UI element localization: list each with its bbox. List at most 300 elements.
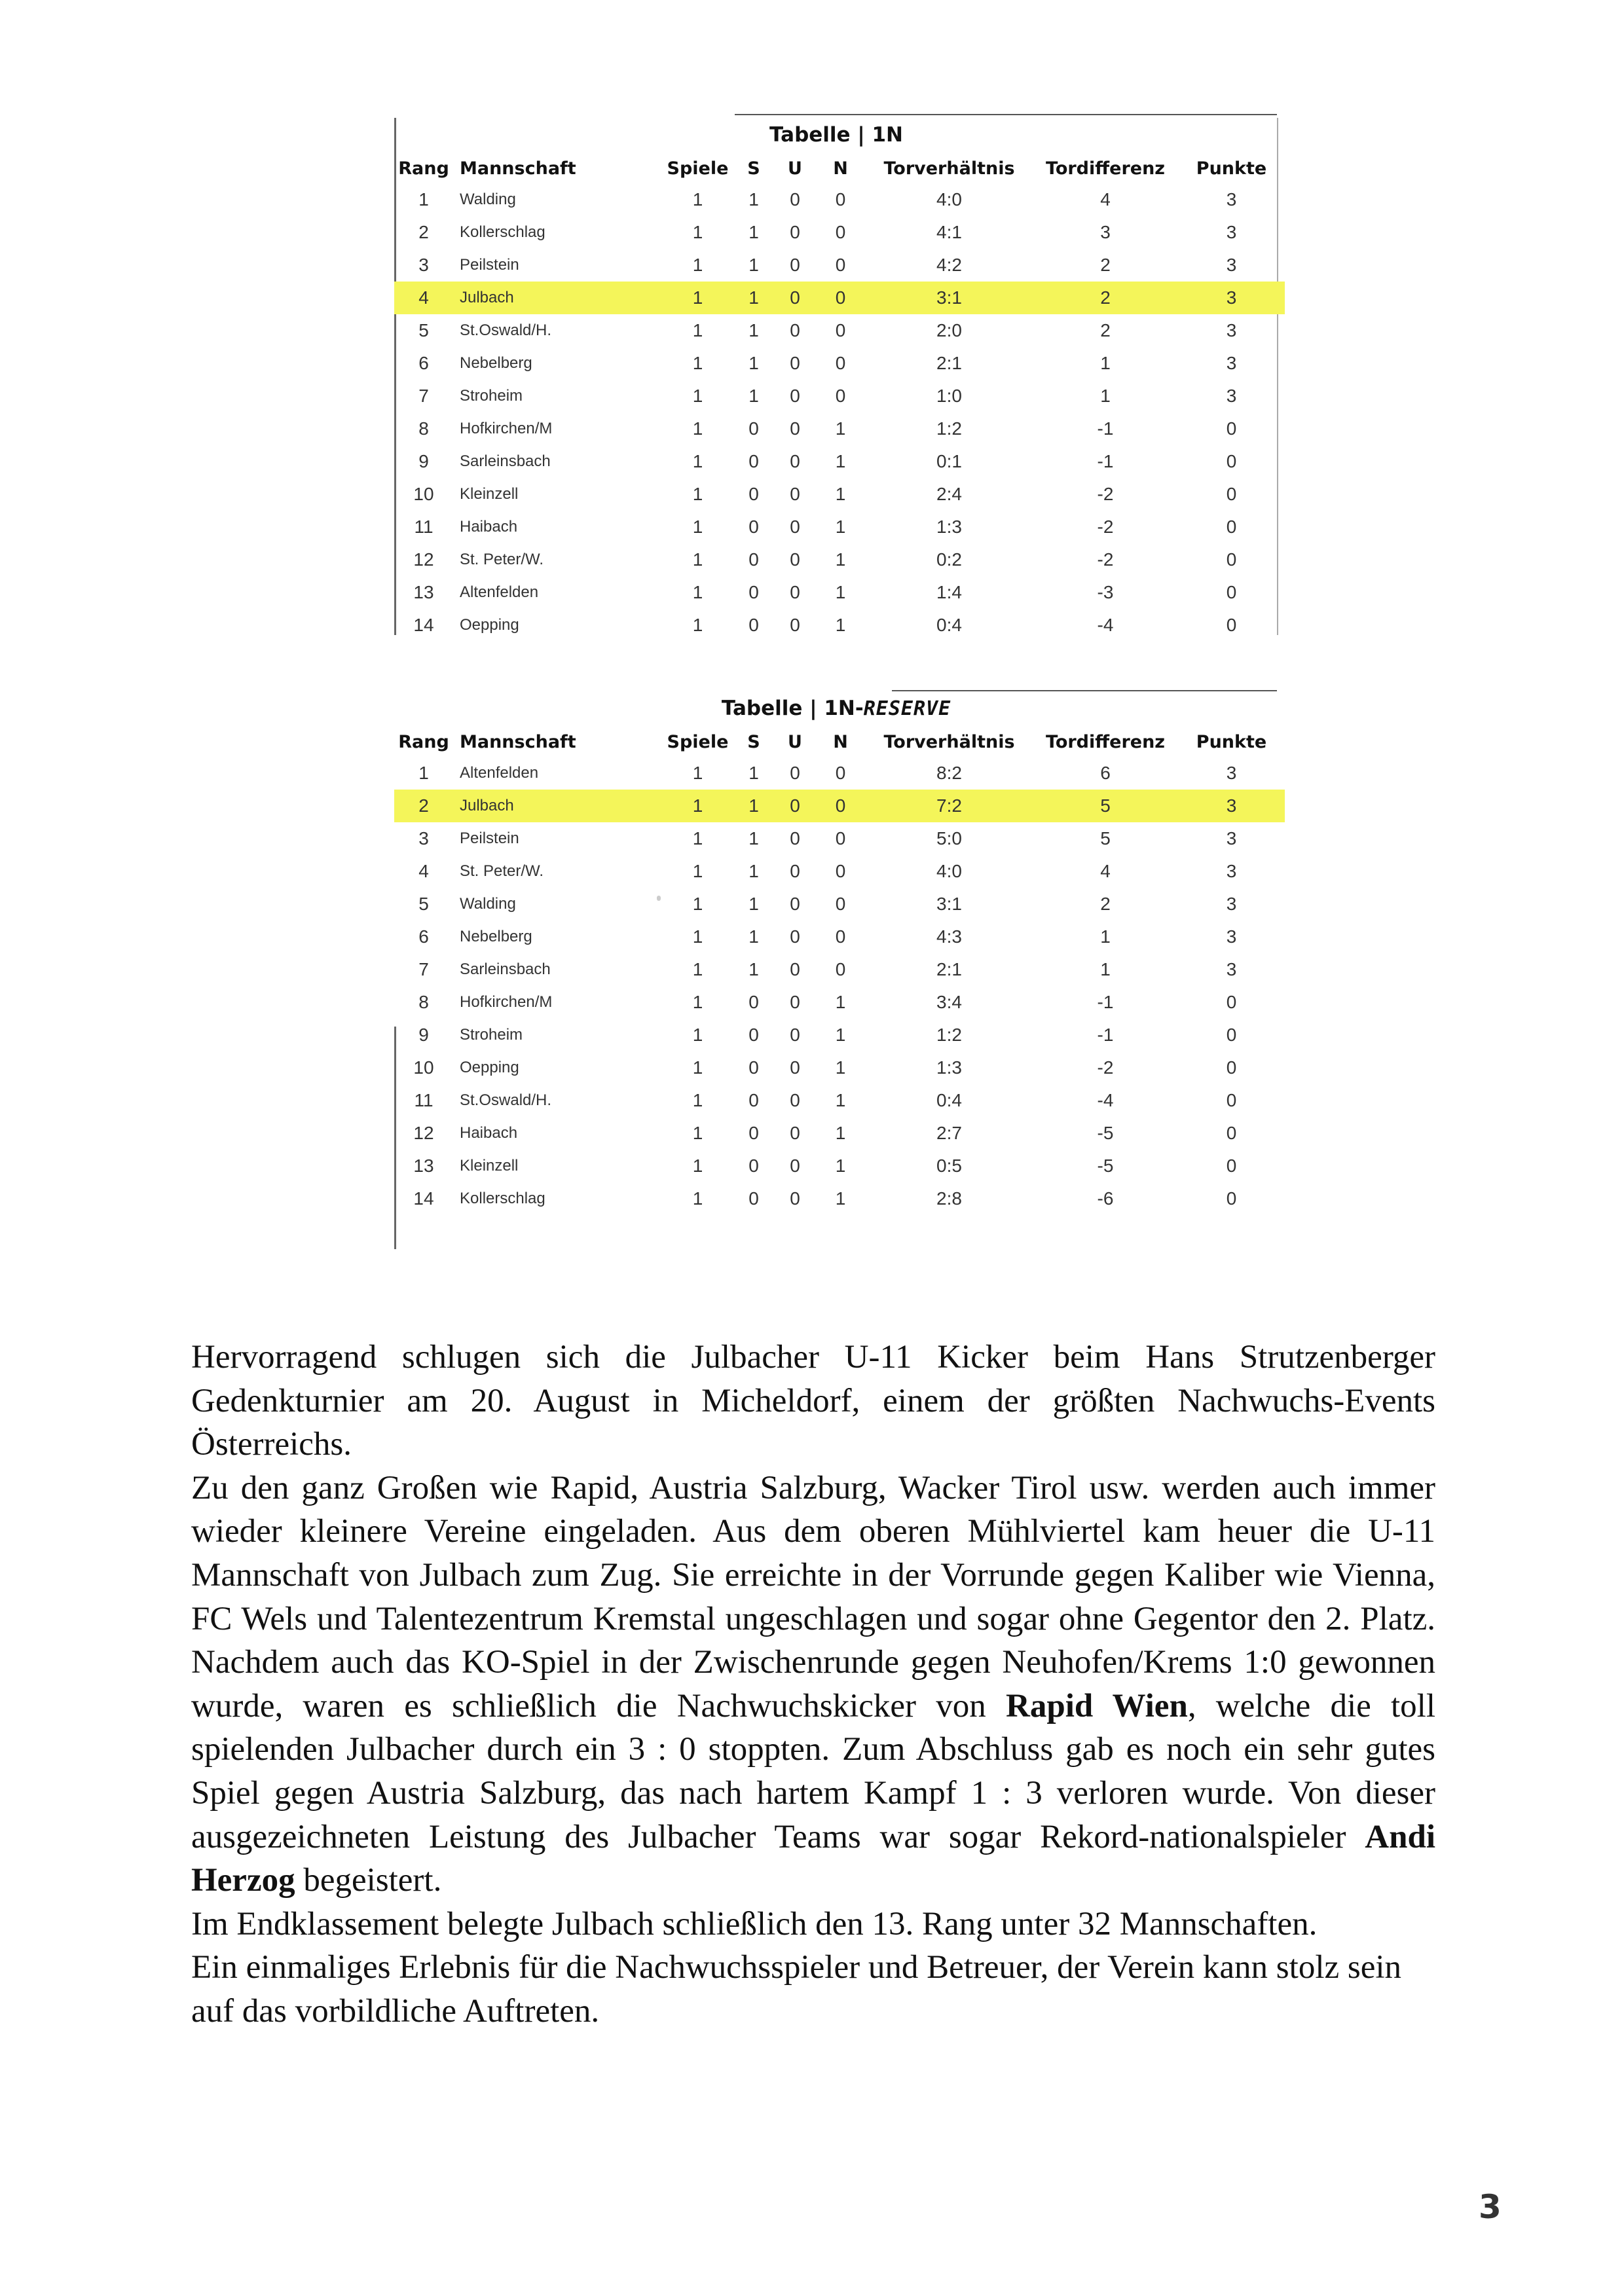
table-cell: 1	[748, 189, 759, 210]
bold-andi-herzog: Andi Herzog	[191, 1818, 1435, 1899]
table-cell: 1	[835, 582, 846, 602]
table-cell: 0	[835, 959, 846, 979]
table-row	[394, 1182, 1285, 1215]
table-cell: 3	[1178, 282, 1285, 314]
table-cell: -4	[1097, 615, 1114, 635]
table-cell: Sarleinsbach	[460, 452, 551, 470]
table-cell: 1	[835, 549, 846, 570]
table-row	[394, 543, 1285, 576]
table-cell: 3	[1226, 861, 1237, 881]
table-cell: Altenfelden	[460, 583, 539, 601]
column-header: Spiele	[667, 158, 729, 179]
table-cell: 0	[790, 1156, 800, 1176]
table-cell: 1	[692, 1090, 703, 1110]
table-cell: 0	[748, 615, 759, 635]
table-cell: 1	[692, 255, 703, 275]
table-cell: 2:7	[936, 1123, 962, 1143]
column-header: Tordifferenz	[1045, 731, 1166, 752]
table-frame-top	[735, 114, 1277, 115]
table-cell: 10	[413, 1057, 434, 1078]
table-cell: 2:1	[936, 959, 962, 979]
table-cell: 0:2	[936, 549, 962, 570]
table-cell: 3:1	[866, 282, 1033, 314]
table-cell: 11	[414, 1090, 434, 1110]
column-header: Torverhältnis	[883, 158, 1015, 179]
table-cell: -1	[1097, 418, 1114, 439]
table-cell: Julbach	[453, 282, 663, 314]
table-cell: 13	[413, 1156, 434, 1176]
table-row	[394, 511, 1285, 543]
table-cell: 1	[748, 828, 759, 848]
table-row	[394, 282, 1285, 314]
table-cell: 1	[692, 894, 703, 914]
table-cell: 1:3	[936, 517, 962, 537]
paragraph: Im Endklassement belegte Julbach schließlich den 13. Rang unter 32 Mannschaften.	[191, 1905, 1318, 1942]
table-cell: 1	[1100, 926, 1111, 947]
table-cell: 1	[835, 992, 846, 1012]
table-cell: 2	[394, 790, 453, 822]
table-cell: 0	[1226, 992, 1237, 1012]
table-cell: Walding	[460, 191, 516, 208]
table-cell: 0	[835, 386, 846, 406]
table-cell: 0	[790, 1090, 800, 1110]
table-cell: 1	[1100, 959, 1111, 979]
table-cell: 4	[1100, 189, 1111, 210]
paragraph: Ein einmaliges Erlebnis für die Nachwuchsspieler und Betreuer, der Verein kann stolz sein auf das vorbildliche Auftreten.	[191, 1949, 1402, 2030]
table-cell: 0	[1226, 1123, 1237, 1143]
table-cell: 0	[1226, 517, 1237, 537]
table-cell: 1	[692, 517, 703, 537]
scan-speck	[657, 896, 661, 901]
table-cell: 1	[692, 1057, 703, 1078]
table-cell: 1	[418, 763, 429, 783]
table-cell: 1	[748, 320, 759, 340]
table-cell: Kollerschlag	[460, 1190, 545, 1207]
table-cell: 1	[835, 484, 846, 504]
table-cell: 1	[748, 959, 759, 979]
table-cell: 3	[1226, 959, 1237, 979]
table-cell: 0	[1226, 1025, 1237, 1045]
table-cell: 0	[1226, 1156, 1237, 1176]
table-cell: 0	[790, 1057, 800, 1078]
table-cell: 1	[748, 894, 759, 914]
table-row	[394, 478, 1285, 511]
table-cell: 1	[418, 189, 429, 210]
table-cell: 0	[790, 549, 800, 570]
table-cell: 3	[1226, 353, 1237, 373]
table-row	[394, 347, 1285, 380]
table-cell: Haibach	[460, 1124, 518, 1142]
table-cell: Nebelberg	[460, 354, 532, 372]
table-cell: 4:2	[936, 255, 962, 275]
table-cell: 0	[1226, 418, 1237, 439]
table-cell: 3	[418, 828, 429, 848]
table-cell: 1:2	[936, 1025, 962, 1045]
table-cell: 0	[790, 517, 800, 537]
table-row	[394, 953, 1285, 986]
table-cell: 0:4	[936, 1090, 962, 1110]
table-cell: 4	[418, 861, 429, 881]
table-cell: 3	[1178, 790, 1285, 822]
column-header: S	[747, 731, 760, 752]
table-cell: 1	[692, 582, 703, 602]
table-cell: 0	[790, 926, 800, 947]
column-header: U	[788, 158, 802, 179]
column-header: Rang	[398, 731, 449, 752]
table-cell: 2	[418, 222, 429, 242]
article-text	[191, 1336, 1435, 2033]
table-cell: 0	[835, 894, 846, 914]
table-cell: 0	[835, 320, 846, 340]
table-cell: 0	[835, 828, 846, 848]
table-cell: 1	[748, 255, 759, 275]
table-row	[394, 183, 1285, 216]
table-cell: 0	[748, 1057, 759, 1078]
table-cell: 0	[748, 1188, 759, 1209]
table-cell: 1	[835, 1188, 846, 1209]
table-cell: 0	[775, 282, 815, 314]
table-row	[394, 216, 1285, 249]
table-cell: 0	[790, 189, 800, 210]
table-row	[394, 445, 1285, 478]
table-cell: 12	[413, 549, 434, 570]
table-cell: 5:0	[936, 828, 962, 848]
table-cell: 1	[748, 861, 759, 881]
table-cell: 6	[418, 926, 429, 947]
table-cell: 14	[413, 615, 434, 635]
table-cell: 0	[790, 222, 800, 242]
table-cell: 1	[692, 861, 703, 881]
column-header: N	[833, 731, 848, 752]
column-header: Rang	[398, 158, 449, 179]
table-cell: 0	[790, 451, 800, 471]
table-cell: 3	[1226, 763, 1237, 783]
table-cell: 1	[748, 222, 759, 242]
column-header: Punkte	[1196, 158, 1267, 179]
table-cell: -3	[1097, 582, 1114, 602]
table-cell: 0	[790, 615, 800, 635]
table-cell: 0	[835, 255, 846, 275]
table-cell: Hofkirchen/M	[460, 993, 553, 1011]
table-cell: 4:1	[936, 222, 962, 242]
table-cell: 0	[748, 418, 759, 439]
table-cell: 1	[835, 1090, 846, 1110]
table-cell: 0	[790, 353, 800, 373]
table-cell: 1	[692, 763, 703, 783]
table-cell: 0:5	[936, 1156, 962, 1176]
table-cell: 6	[418, 353, 429, 373]
table-cell: 1	[748, 763, 759, 783]
table-cell: 4:3	[936, 926, 962, 947]
table-cell: 0	[1226, 1188, 1237, 1209]
table-cell: 2	[1100, 894, 1111, 914]
bold-rapid-wien: Rapid Wien	[1006, 1687, 1188, 1724]
table-cell: 0	[748, 992, 759, 1012]
table-cell: 0	[748, 582, 759, 602]
table-cell: 1	[1100, 353, 1111, 373]
column-header: S	[747, 158, 760, 179]
table-cell: 0	[1226, 549, 1237, 570]
table-cell: 3	[1226, 255, 1237, 275]
table-cell: 0	[815, 282, 866, 314]
table-cell: 8	[418, 418, 429, 439]
table-cell: 1	[692, 1156, 703, 1176]
table-cell: 0	[1226, 582, 1237, 602]
table-cell: 1	[733, 282, 775, 314]
table-cell: 0	[748, 1156, 759, 1176]
table-cell: 2:4	[936, 484, 962, 504]
table-cell: 2:8	[936, 1188, 962, 1209]
table-cell: 1	[692, 320, 703, 340]
table-cell: 0	[775, 790, 815, 822]
table-cell: 1:0	[936, 386, 962, 406]
table-cell: 0	[790, 959, 800, 979]
table-cell: 1	[692, 926, 703, 947]
table-cell: 0	[790, 255, 800, 275]
table-cell: 1	[835, 1025, 846, 1045]
table-cell: 0	[790, 1188, 800, 1209]
table-cell: -1	[1097, 1025, 1114, 1045]
table-cell: 3	[1226, 926, 1237, 947]
table-row	[394, 1019, 1285, 1051]
table-cell: 0	[1226, 1090, 1237, 1110]
table-cell: 0	[1226, 484, 1237, 504]
standings-grid	[394, 153, 1285, 642]
table-cell: 0	[790, 1025, 800, 1045]
table-cell: 1	[692, 959, 703, 979]
table-row	[394, 380, 1285, 412]
table-cell: 1	[835, 517, 846, 537]
table-cell: 0	[748, 517, 759, 537]
table-cell: Nebelberg	[460, 928, 532, 945]
table-cell: 0	[790, 1123, 800, 1143]
handwritten-reserve: RESERVE	[863, 697, 951, 720]
table-cell: Peilstein	[460, 829, 519, 847]
table-cell: 14	[413, 1188, 434, 1209]
table-cell: 0	[790, 828, 800, 848]
table-cell: 7:2	[866, 790, 1033, 822]
table-cell: 1	[748, 353, 759, 373]
table-cell: St.Oswald/H.	[460, 1091, 552, 1109]
table-cell: 0	[1226, 1057, 1237, 1078]
table-cell: 4:0	[936, 189, 962, 210]
table-row	[394, 1150, 1285, 1182]
table-cell: 9	[418, 451, 429, 471]
table-cell: 5	[418, 320, 429, 340]
table-cell: Kleinzell	[460, 1157, 519, 1175]
table-cell: Kleinzell	[460, 485, 519, 503]
table-cell: 0	[748, 549, 759, 570]
table-title: Tabelle | 1N	[769, 123, 903, 147]
table-cell: 11	[414, 517, 434, 537]
table-cell: 1	[692, 615, 703, 635]
table-cell: -2	[1097, 1057, 1114, 1078]
page-number: 3	[1479, 2188, 1502, 2226]
table-cell: 1	[748, 926, 759, 947]
table-cell: 0	[1226, 451, 1237, 471]
table-row	[394, 855, 1285, 888]
table-cell: 0	[790, 484, 800, 504]
table-cell: 3	[418, 255, 429, 275]
table-cell: 0	[748, 484, 759, 504]
table-cell: 6	[1100, 763, 1111, 783]
table-cell: 3	[1100, 222, 1111, 242]
table-cell: 0	[835, 926, 846, 947]
table-cell: 5	[1100, 828, 1111, 848]
table-cell: 1	[692, 353, 703, 373]
table-cell: 3:4	[936, 992, 962, 1012]
table-cell: 3	[1226, 222, 1237, 242]
paragraph: Zu den ganz Großen wie Rapid, Austria Salzburg, Wacker Tirol usw. werden auch immer wieder kleinere Vereine eingeladen. Aus dem oberen Mühlviertel kam heuer die U-11 Mannschaft von Julbach zum Zug. Sie erreichte in der Vorrunde gegen Kaliber wie Vienna, FC Wels und Talentezentrum Kremstal ungeschlagen und sogar ohne Gegentor den 2. Platz. Nachdem auch das KO-Spiel in der Zwischenrunde gegen Neuhofen/Krems 1:0 gewonnen wurde, waren es schließlich die Nachwuchskicker von Rapid Wien, welche die toll spielenden Julbacher durch ein 3 : 0 stoppten. Zum Abschluss gab es noch ein sehr gutes Spiel gegen Austria Salzburg, das nach hartem Kampf 1 : 3 verloren wurde. Von dieser ausgezeichneten Leistung des Julbacher Teams war sogar Rekord-nationalspieler Andi Herzog begeistert.	[191, 1469, 1435, 1899]
table-cell: 0:4	[936, 615, 962, 635]
table-cell: 8	[418, 992, 429, 1012]
table-cell: 1	[835, 451, 846, 471]
table-cell: 1	[748, 386, 759, 406]
column-header: Mannschaft	[460, 731, 576, 752]
table-cell: Kollerschlag	[460, 223, 545, 241]
table-cell: -2	[1097, 484, 1114, 504]
table-cell: 1	[733, 790, 775, 822]
paragraph: Hervorragend schlugen sich die Julbacher U-11 Kicker beim Hans Strutzenberger Gedenkturnier am 20. August in Micheldorf, einem der größten Nachwuchs-Events Österreichs.	[191, 1339, 1435, 1463]
table-row	[394, 920, 1285, 953]
table-row	[394, 1084, 1285, 1117]
table-cell: 0	[748, 451, 759, 471]
table-cell: 1	[835, 1057, 846, 1078]
column-header: U	[788, 731, 802, 752]
column-header: Torverhältnis	[883, 731, 1015, 752]
table-cell: -2	[1097, 549, 1114, 570]
table-cell: 2:1	[936, 353, 962, 373]
table-cell: 0	[835, 222, 846, 242]
table-cell: 1	[835, 1123, 846, 1143]
table-cell: 1	[692, 1188, 703, 1209]
table-cell: 1	[692, 992, 703, 1012]
table-cell: 3	[1226, 189, 1237, 210]
table-cell: 1	[663, 790, 733, 822]
table-cell: 1	[692, 1025, 703, 1045]
table-cell: 1	[692, 418, 703, 439]
table-cell: -1	[1097, 451, 1114, 471]
table-cell: 4:0	[936, 861, 962, 881]
table-cell: 7	[418, 959, 429, 979]
table-cell: -2	[1097, 517, 1114, 537]
table-cell: 0	[815, 790, 866, 822]
table-cell: 1	[835, 418, 846, 439]
table-cell: Peilstein	[460, 256, 519, 274]
column-header: Spiele	[667, 731, 729, 752]
table-cell: 0	[790, 763, 800, 783]
table-cell: 3	[1226, 320, 1237, 340]
table-cell: 1	[835, 615, 846, 635]
table-cell: Hofkirchen/M	[460, 420, 553, 437]
table-cell: 2	[1033, 282, 1178, 314]
table-cell: Walding	[460, 895, 516, 913]
table-row	[394, 1117, 1285, 1150]
table-cell: -5	[1097, 1156, 1114, 1176]
table-cell: 0:1	[936, 451, 962, 471]
table-row	[394, 790, 1285, 822]
table-cell: 8:2	[936, 763, 962, 783]
table-row	[394, 757, 1285, 790]
table-cell: 1:2	[936, 418, 962, 439]
table-row	[394, 888, 1285, 920]
table-cell: Julbach	[453, 790, 663, 822]
column-header: N	[833, 158, 848, 179]
table-cell: 1	[1100, 386, 1111, 406]
table-cell: 0	[790, 894, 800, 914]
table-cell: 1	[692, 451, 703, 471]
table-cell: 2	[1100, 255, 1111, 275]
table-cell: 0	[835, 353, 846, 373]
table-cell: 1	[692, 189, 703, 210]
table-cell: Oepping	[460, 1059, 519, 1076]
table-row	[394, 249, 1285, 282]
table-cell: 7	[418, 386, 429, 406]
table-row	[394, 412, 1285, 445]
table-cell: 0	[748, 1090, 759, 1110]
column-header: Tordifferenz	[1045, 158, 1166, 179]
column-header: Mannschaft	[460, 158, 576, 179]
table-cell: 1:4	[936, 582, 962, 602]
table-cell: 0	[790, 418, 800, 439]
table-cell: 3:1	[936, 894, 962, 914]
table-cell: 4	[394, 282, 453, 314]
standings-grid	[394, 727, 1285, 1215]
table-row	[394, 1051, 1285, 1084]
table-cell: 1	[835, 1156, 846, 1176]
table-cell: 0	[748, 1025, 759, 1045]
table-cell: 0	[790, 992, 800, 1012]
table-cell: 10	[413, 484, 434, 504]
table-cell: 3	[1226, 386, 1237, 406]
table-cell: 2:0	[936, 320, 962, 340]
table-row	[394, 576, 1285, 609]
table-cell: 2	[1100, 320, 1111, 340]
table-cell: 3	[1226, 828, 1237, 848]
table-cell: Oepping	[460, 616, 519, 634]
table-cell: 5	[418, 894, 429, 914]
table-cell: 1:3	[936, 1057, 962, 1078]
table-cell: 1	[692, 549, 703, 570]
table-cell: -4	[1097, 1090, 1114, 1110]
table-cell: 5	[1033, 790, 1178, 822]
table-row	[394, 609, 1285, 642]
table-cell: Stroheim	[460, 1026, 523, 1044]
table-cell: 1	[692, 828, 703, 848]
table-cell: 12	[413, 1123, 434, 1143]
table-cell: 0	[835, 763, 846, 783]
table-cell: Altenfelden	[460, 764, 539, 782]
table-cell: 1	[692, 386, 703, 406]
table-cell: 9	[418, 1025, 429, 1045]
table-cell: St. Peter/W.	[460, 862, 544, 880]
table-cell: 13	[413, 582, 434, 602]
table-cell: 1	[663, 282, 733, 314]
table-row	[394, 986, 1285, 1019]
table-cell: -6	[1097, 1188, 1114, 1209]
column-header: Punkte	[1196, 731, 1267, 752]
table-row	[394, 314, 1285, 347]
table-cell: -5	[1097, 1123, 1114, 1143]
table-cell: 0	[790, 861, 800, 881]
table-cell: Sarleinsbach	[460, 960, 551, 978]
table-cell: -1	[1097, 992, 1114, 1012]
table-cell: 0	[835, 189, 846, 210]
table-cell: Stroheim	[460, 387, 523, 405]
table-cell: 0	[790, 582, 800, 602]
table-cell: 4	[1100, 861, 1111, 881]
table-cell: Haibach	[460, 518, 518, 536]
